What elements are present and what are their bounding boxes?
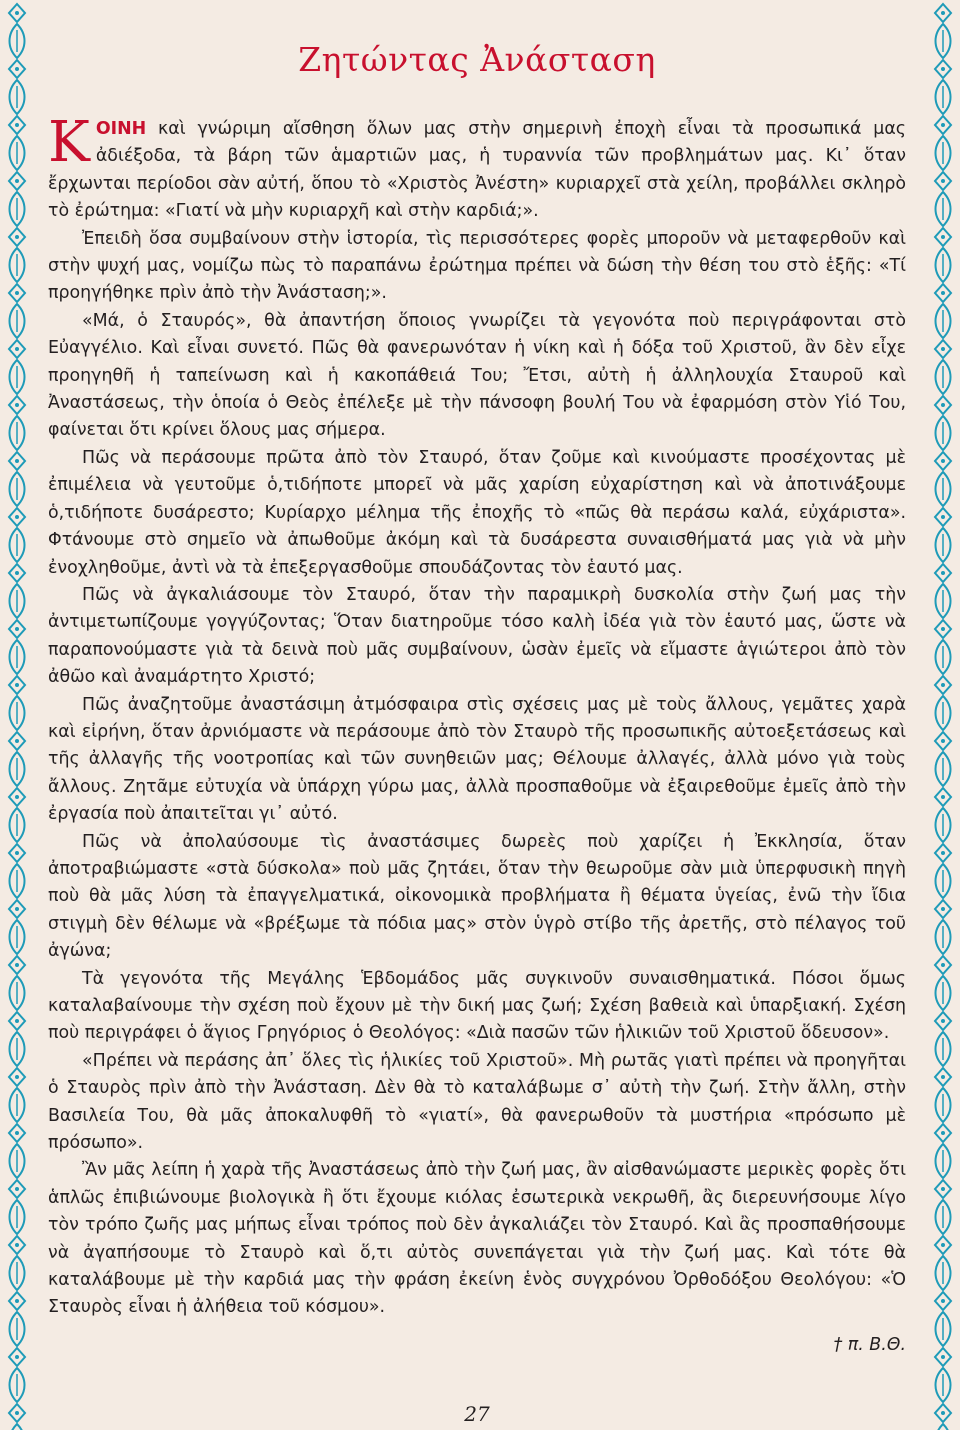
paragraph-1 [48,110,906,226]
document-page [48,0,906,1430]
paragraph-4: Πῶς νὰ περάσουμε πρῶτα ἀπὸ τὸν Σταυρό, ὅταν ζοῦμε καὶ κινούμαστε προσέχοντας μὲ ἐπιμέλεια νὰ γευτοῦμε ὁ,τιδήποτε μπορεῖ νὰ μᾶς χαρίση εὐχαρίστηση καὶ νὰ ἀποτινάξουμε ὁ,τιδήποτε δυσάρεστο; Κυρίαρχο μέλημα τῆς ἐποχῆς τὸ «πῶς θὰ περάσω καλά, εὐχάριστα». Φτάνουμε στὸ σημεῖο νὰ ἀπωθοῦμε ἀκόμη καὶ τὰ δυσάρεστα συναισθήματά μας γιὰ νὰ μὴν ἐνοχληθοῦμε, ἀντὶ νὰ τὰ ἐπεξεργασθοῦμε σπουδάζοντας τὸν ἑαυτό μας. [48,447,906,578]
paragraph-10: Ἂν μᾶς λείπη ἡ χαρὰ τῆς Ἀναστάσεως ἀπὸ τὴν ζωή μας, ἂν αἰσθανώμαστε μερικὲς φορὲς ὅτι ἁπλῶς ἐπιβιώνουμε βιολογικὰ ἢ ὅτι ἔχουμε κιόλας ἐσωτερικὰ νεκρωθῆ, ἂς διερευνήσουμε λίγο τὸν τρόπο ζωῆς μας μήπως εἶναι τρόπος ποὺ δὲν ἀγκαλιάζει τὸν Σταυρό. Καὶ ἂς προσπαθήσουμε νὰ ἀγαπήσουμε τὸ Σταυρὸ καὶ ὅ,τι αὐτὸς συνεπάγεται γιὰ τὴν ζωή μας. Καὶ τότε θὰ καταλάβουμε μὲ τὴν καρδιά μας τὴν φράση ἐκείνη ἑνὸς συγχρόνου Ὀρθοδόξου Θεολόγου: «Ὁ Σταυρὸς εἶναι ἡ ἀλήθεια τοῦ κόσμου». [48,1160,906,1318]
paragraph-7: Πῶς νὰ ἀπολαύσουμε τὶς ἀναστάσιμες δωρεὲς ποὺ χαρίζει ἡ Ἐκκλησία, ὅταν ἀποτραβιώμαστε «στὰ δύσκολα» ποὺ μᾶς ζητάει, ὅταν τὴν θεωροῦμε σὰν μιὰ ὑπερφυσικὴ πηγὴ ποὺ θὰ μᾶς λύση τὰ ἐπαγγελματικά, οἰκονομικὰ προβλήματα ἢ θέματα ὑγείας, ἐνῶ τὴν ἴδια στιγμὴ δὲν θέλωμε νὰ «βρέξωμε τὰ πόδια μας» στὸν ὑγρὸ στίβο τῆς ἀρετῆς, στὸ πέλαγος τοῦ ἀγώνα; [48,831,906,962]
paragraph-8: Τὰ γεγονότα τῆς Μεγάλης Ἑβδομάδος μᾶς συγκινοῦν συναισθηματικά. Πόσοι ὅμως καταλαβαίνουμε τὴν σχέση ποὺ ἔχουν μὲ τὴν δική μας ζωή; Σχέση βαθειὰ καὶ ὑπαρξιακή. Σχέση ποὺ περιγράφει ὁ ἅγιος Γρηγόριος ὁ Θεολόγος: «Διὰ πασῶν τῶν ἡλικιῶν τοῦ Χριστοῦ ὅδευσον». [48,968,906,1044]
drop-cap: Κ [48,110,90,175]
paragraph-3: «Μά, ὁ Σταυρός», θὰ ἀπαντήση ὅποιος γνωρίζει τὰ γεγονότα ποὺ περιγράφονται στὸ Εὐαγγέλιο. Καὶ εἶναι συνετό. Πῶς θὰ φανερωνόταν ἡ νίκη καὶ ἡ δόξα τοῦ Χριστοῦ, ἂν δὲν εἶχε προηγηθῆ ἡ ταπείνωση καὶ ἡ κακοπάθειά Του; Ἔτσι, αὐτὴ ἡ ἀλληλουχία Σταυροῦ καὶ Ἀναστάσεως, τὴν ὁποία ὁ Θεὸς ἐπέλεξε μὲ τὴν πάνσοφη βουλή Του νὰ ἐφαρμόση στὸν Υἱό Του, φαίνεται ὅτι κρίνει ὅλους μας σήμερα. [48,310,906,441]
paragraph-6: Πῶς ἀναζητοῦμε ἀναστάσιμη ἀτμόσφαιρα στὶς σχέσεις μας μὲ τοὺς ἄλλους, γεμᾶτες χαρὰ καὶ εἰρήνη, ὅταν ἀρνιόμαστε νὰ περάσουμε ἀπὸ τὸν Σταυρὸ τῆς προσωπικῆς αὐτοεξετάσεως καὶ τῆς ἀλλαγῆς τῆς νοοτροπίας καὶ τῶν συνηθειῶν μας; Θέλουμε ἀλλαγές, ἀλλὰ μόνο γιὰ τοὺς ἄλλους. Ζητᾶμε εὐτυχία νὰ ὑπάρχη γύρω μας, ἀλλὰ προσπαθοῦμε νὰ ἐξαιρεθοῦμε ἐμεῖς ἀπὸ τὴν ἐργασία ποὺ ἀπαιτεῖται γι᾿ αὐτό. [48,694,906,825]
ornamental-border-left [0,0,34,1430]
article-body [48,110,906,1322]
ornamental-border-right [926,0,960,1430]
paragraph-text: καὶ γνώριμη αἴσθηση ὅλων μας στὴν σημερινὴ ἐποχὴ εἶναι τὰ προσωπικά μας ἀδιέξοδα, τὰ βάρη τῶν ἁμαρτιῶν μας, ἡ τυραννία τῶν προβλημάτων μας. Κι᾿ ὅταν ἔρχωνται περίοδοι σὰν αὐτή, ὅπου τὸ «Χριστὸς Ἀνέστη» κυριαρχεῖ στὰ χείλη, προβάλλει σκληρὸ τὸ ἐρώτημα: «Γιατί νὰ μὴν κυριαρχῆ καὶ στὴν καρδιά;». [48,119,906,222]
author-signature: † π. Β.Θ. [833,1335,906,1355]
paragraph-2: Ἐπειδὴ ὅσα συμβαίνουν στὴν ἱστορία, τὶς περισσότερες φορὲς μποροῦν νὰ μεταφερθοῦν καὶ στὴν ψυχή μας, νομίζω πὼς τὸ παραπάνω ἐρώτημα πρέπει νὰ δώση τὴν θέση του στὸ ἑξῆς: «Τί προηγήθηκε πρὶν ἀπὸ τὴν Ἀνάσταση;». [48,228,906,304]
paragraph-9: «Πρέπει νὰ περάσης ἀπ᾿ ὅλες τὶς ἡλικίες τοῦ Χριστοῦ». Μὴ ρωτᾶς γιατὶ πρέπει νὰ προηγῆται ὁ Σταυρὸς πρὶν ἀπὸ τὴν Ἀνάσταση. Δὲν θὰ τὸ καταλάβωμε σ᾿ αὐτὴ τὴν ζωή. Στὴν ἄλλη, στὴν Βασιλεία Του, θὰ μᾶς ἀποκαλυφθῆ τὸ «γιατί», θὰ φανερωθοῦν τὰ μυστήρια «πρόσωπο μὲ πρόσωπο». [48,1050,906,1154]
page-title: Ζητώντας Ἀνάσταση [298,40,656,79]
lead-word: ΟΙΝΗ [95,119,147,139]
page-number: 27 [464,1402,490,1426]
paragraph-5: Πῶς νὰ ἀγκαλιάσουμε τὸν Σταυρό, ὅταν τὴν παραμικρὴ δυσκολία στὴν ζωή μας τὴν ἀντιμετωπίζουμε γογγύζοντας; Ὅταν διατηροῦμε τόσο καλὴ ἰδέα γιὰ τὸν ἑαυτό μας, ὥστε νὰ παραπονούμαστε γιὰ τὰ δεινὰ ποὺ μᾶς συμβαίνουν, ὡσὰν ἐμεῖς νὰ εἴμαστε ἁγιώτεροι ἀπὸ τὸν ἀθῶο καὶ ἀναμάρτητο Χριστό; [48,584,906,688]
